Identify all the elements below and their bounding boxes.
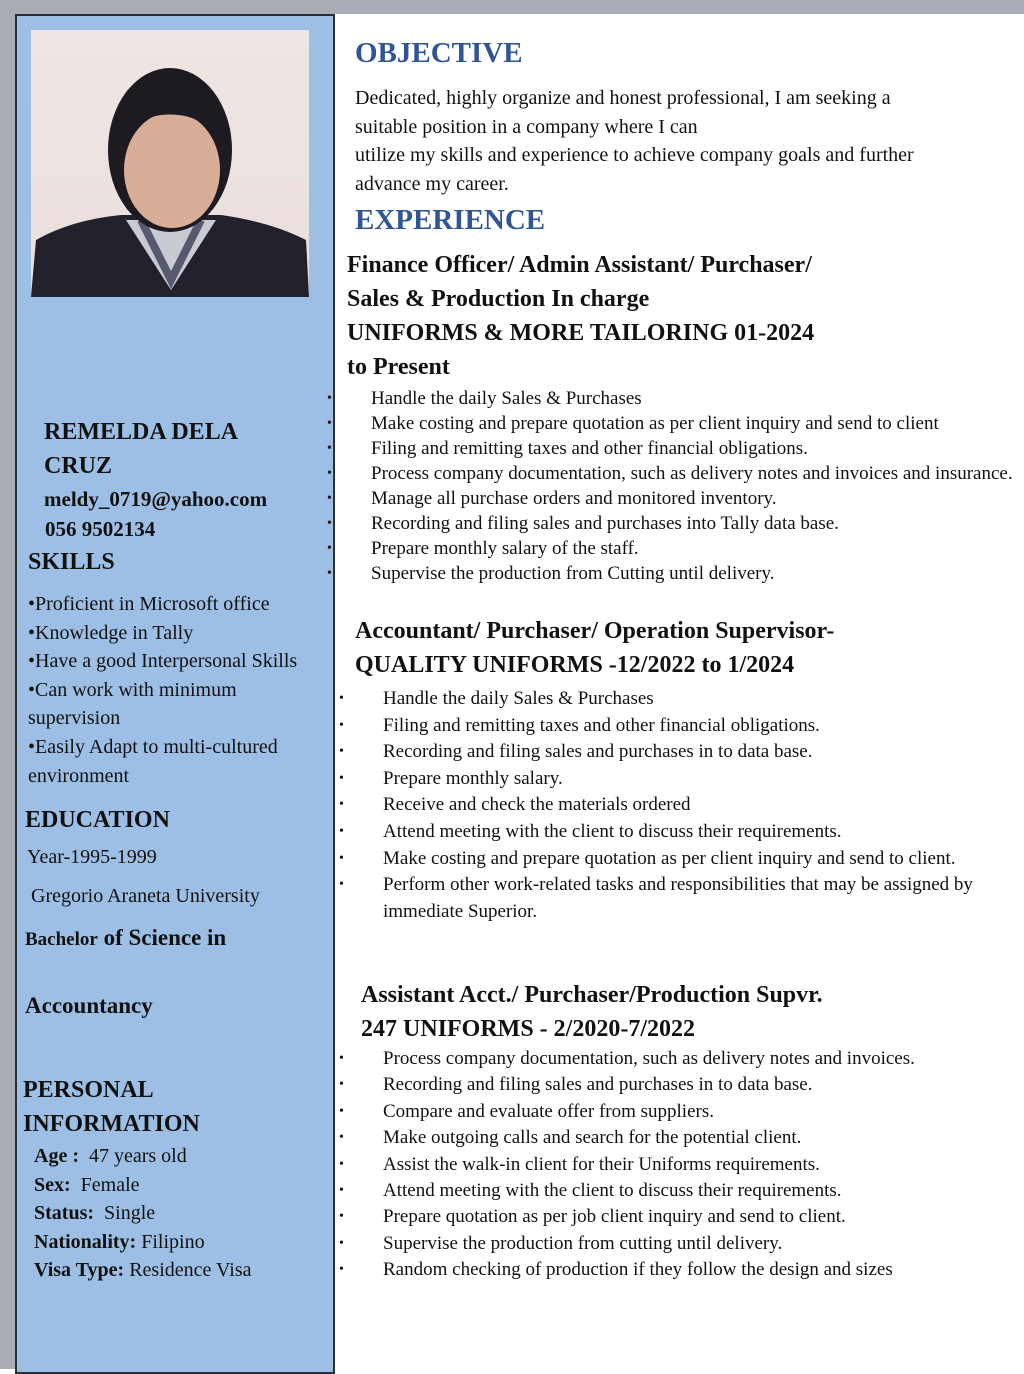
experience-heading: EXPERIENCE — [355, 204, 546, 236]
duty-item — [339, 1046, 1013, 1072]
info-value: Filipino — [136, 1230, 205, 1253]
bullet-icon: • — [339, 823, 344, 839]
info-value: 47 years old — [78, 1145, 187, 1167]
job-title — [347, 248, 814, 384]
info-value: Female — [70, 1173, 140, 1196]
duty-text: Attend meeting with the client to discuss their requirements. — [383, 1180, 842, 1202]
bullet-icon: • — [339, 1262, 344, 1278]
job-title-line: Sales & Production In charge — [347, 286, 650, 312]
duty-item — [327, 436, 1016, 461]
duty-text: Attend meeting with the client to discuss their requirements. — [383, 820, 842, 842]
personal-info-row — [34, 1171, 252, 1200]
duty-item — [327, 561, 1016, 586]
duty-text: Manage all purchase orders and monitored inventory. — [371, 488, 777, 509]
skill-line: •Knowledge in Tally — [28, 621, 194, 644]
duty-text: Recording and filing sales and purchases in to data base. — [383, 1074, 813, 1096]
duty-item — [327, 511, 1016, 536]
duty-item — [339, 1072, 1013, 1098]
duty-text: Filing and remitting taxes and other financial obligations. — [371, 438, 808, 459]
page-frame-top — [0, 0, 1024, 14]
objective-line: advance my career. — [355, 172, 509, 195]
personal-info-list — [34, 1142, 252, 1285]
job-title-line: QUALITY UNIFORMS -12/2022 to 1/2024 — [355, 652, 795, 678]
bullet-icon: • — [339, 717, 344, 733]
info-value: Residence Visa — [124, 1259, 252, 1282]
duty-text: Compare and evaluate offer from suppliers. — [383, 1100, 714, 1122]
bullet-icon: • — [327, 441, 332, 456]
bullet-icon: • — [327, 516, 332, 531]
duty-item — [327, 461, 1016, 486]
education-heading: EDUCATION — [25, 807, 170, 833]
duty-text: Make costing and prepare quotation as per client inquiry and send to client. — [383, 847, 956, 869]
duty-text: Assist the walk-in client for their Uniforms requirements. — [383, 1153, 820, 1175]
duty-text: Recording and filing sales and purchases into Tally data base. — [371, 513, 839, 534]
skill-line: environment — [28, 764, 130, 787]
info-label: Status: — [34, 1202, 95, 1225]
bullet-icon: • — [339, 1209, 344, 1225]
job-title-line: Assistant Acct./ Purchaser/Production Supvr. — [361, 982, 823, 1008]
skill-line: •Can work with minimum — [28, 678, 237, 701]
education-degree-line2: Accountancy — [25, 993, 153, 1018]
bullet-icon: • — [327, 391, 332, 406]
personal-info-row — [34, 1256, 252, 1285]
bullet-icon: • — [339, 1103, 344, 1119]
bullet-icon: • — [339, 770, 344, 786]
duty-item — [339, 766, 1013, 793]
skills-heading: SKILLS — [28, 549, 115, 575]
objective-line: Dedicated, highly organize and honest professional, I am seeking a — [355, 87, 891, 109]
page-frame-left — [0, 0, 15, 1369]
duty-item — [339, 1231, 1013, 1257]
duty-item — [327, 411, 1016, 436]
bullet-icon: • — [327, 566, 332, 581]
duty-text: Receive and check the materials ordered — [383, 794, 691, 816]
job-duties — [339, 686, 1013, 925]
job-duties — [339, 1046, 1013, 1284]
education-degree — [25, 925, 226, 951]
duty-text: Prepare monthly salary of the staff. — [371, 538, 639, 559]
info-label: Nationality: — [34, 1230, 137, 1253]
duty-item — [327, 386, 1016, 411]
skills-list — [28, 590, 297, 790]
duty-text: Make costing and prepare quotation as per client inquiry and send to client — [371, 413, 939, 434]
objective-heading: OBJECTIVE — [355, 37, 523, 69]
duty-text: Filing and remitting taxes and other financial obligations. — [383, 714, 820, 736]
bullet-icon: • — [339, 1051, 344, 1066]
duty-item — [339, 739, 1013, 766]
bullet-icon: • — [339, 744, 344, 760]
duty-text: Process company documentation, such as delivery notes and invoices. — [383, 1048, 915, 1069]
job-title — [355, 614, 834, 682]
info-label: Visa Type: — [34, 1259, 125, 1282]
bullet-icon: • — [339, 850, 344, 866]
info-value: Single — [94, 1202, 156, 1225]
name-line: CRUZ — [44, 453, 113, 479]
bullet-icon: • — [339, 1130, 344, 1146]
objective-text — [355, 84, 914, 198]
job-title-line: 247 UNIFORMS - 2/2020-7/2022 — [361, 1016, 695, 1042]
duty-text: Supervise the production from Cutting until delivery. — [371, 563, 775, 584]
job-title-line: Accountant/ Purchaser/ Operation Supervisor- — [355, 618, 835, 644]
bullet-icon: • — [339, 797, 344, 813]
bullet-icon: • — [339, 1183, 344, 1199]
objective-line: utilize my skills and experience to achieve company goals and further — [355, 144, 914, 166]
bullet-icon: • — [327, 541, 332, 556]
personal-info-row — [34, 1142, 252, 1171]
duty-item — [327, 536, 1016, 561]
duty-item — [339, 1178, 1013, 1204]
duty-item — [339, 1152, 1013, 1178]
bullet-icon: • — [339, 877, 344, 893]
info-label: Age : — [34, 1145, 79, 1167]
skill-line: supervision — [28, 707, 121, 730]
phone: 056 9502134 — [45, 517, 156, 541]
bullet-icon: • — [327, 466, 332, 481]
duty-text: Random checking of production if they follow the design and sizes — [383, 1259, 893, 1281]
degree-text: Bachelor — [25, 929, 98, 950]
bullet-icon: • — [339, 1235, 344, 1251]
bullet-icon: • — [339, 1077, 344, 1093]
job-title — [361, 978, 823, 1046]
bullet-icon: • — [327, 416, 332, 431]
duty-text: Prepare quotation as per job client inquiry and send to client. — [383, 1206, 846, 1228]
duty-text: Perform other work-related tasks and responsibilities that may be assigned by immediate Superior. — [383, 874, 973, 922]
duty-item — [327, 486, 1016, 511]
job-duties — [327, 386, 1016, 586]
heading-line: INFORMATION — [23, 1111, 200, 1137]
duty-text: Recording and filing sales and purchases in to data base. — [383, 741, 813, 763]
objective-line: suitable position in a company where I can — [355, 115, 698, 138]
candidate-name — [44, 415, 238, 483]
duty-item — [339, 1099, 1013, 1125]
job-title-line: UNIFORMS & MORE TAILORING 01-2024 — [347, 320, 815, 346]
bullet-icon: • — [327, 491, 332, 506]
duty-item — [339, 846, 1013, 873]
duty-text: Prepare monthly salary. — [383, 767, 563, 789]
duty-item — [339, 872, 1013, 925]
name-line: REMELDA DELA — [44, 419, 239, 445]
education-year: Year-1995-1999 — [27, 846, 157, 868]
duty-item — [339, 1257, 1013, 1283]
duty-item — [339, 1204, 1013, 1230]
skill-line: •Proficient in Microsoft office — [28, 593, 270, 615]
duty-item — [339, 1125, 1013, 1151]
job-title-line: to Present — [347, 354, 450, 380]
duty-text: Supervise the production from cutting until delivery. — [383, 1232, 783, 1254]
duty-item — [339, 686, 1013, 713]
bullet-icon: • — [339, 691, 344, 706]
duty-text: Handle the daily Sales & Purchases — [371, 388, 642, 409]
duty-text: Handle the daily Sales & Purchases — [383, 688, 654, 709]
personal-info-row — [34, 1228, 252, 1257]
duty-item — [339, 713, 1013, 740]
duty-item — [339, 792, 1013, 819]
duty-item — [339, 819, 1013, 846]
email[interactable]: meldy_0719@yahoo.com — [44, 487, 268, 511]
job-title-line: Finance Officer/ Admin Assistant/ Purchaser/ — [347, 252, 812, 278]
bullet-icon: • — [339, 1156, 344, 1172]
heading-line: PERSONAL — [23, 1077, 154, 1103]
info-label: Sex: — [34, 1173, 71, 1196]
skill-line: •Have a good Interpersonal Skills — [28, 650, 298, 673]
duty-text: Process company documentation, such as delivery notes and invoices and insurance. — [371, 463, 1013, 484]
profile-photo — [31, 30, 309, 297]
education-school: Gregorio Araneta University — [31, 885, 260, 907]
personal-info-row — [34, 1199, 252, 1228]
personal-heading — [23, 1073, 200, 1141]
skill-line: •Easily Adapt to multi-cultured — [28, 735, 278, 758]
degree-text: of Science in — [97, 925, 227, 950]
duty-text: Make outgoing calls and search for the potential client. — [383, 1127, 802, 1149]
